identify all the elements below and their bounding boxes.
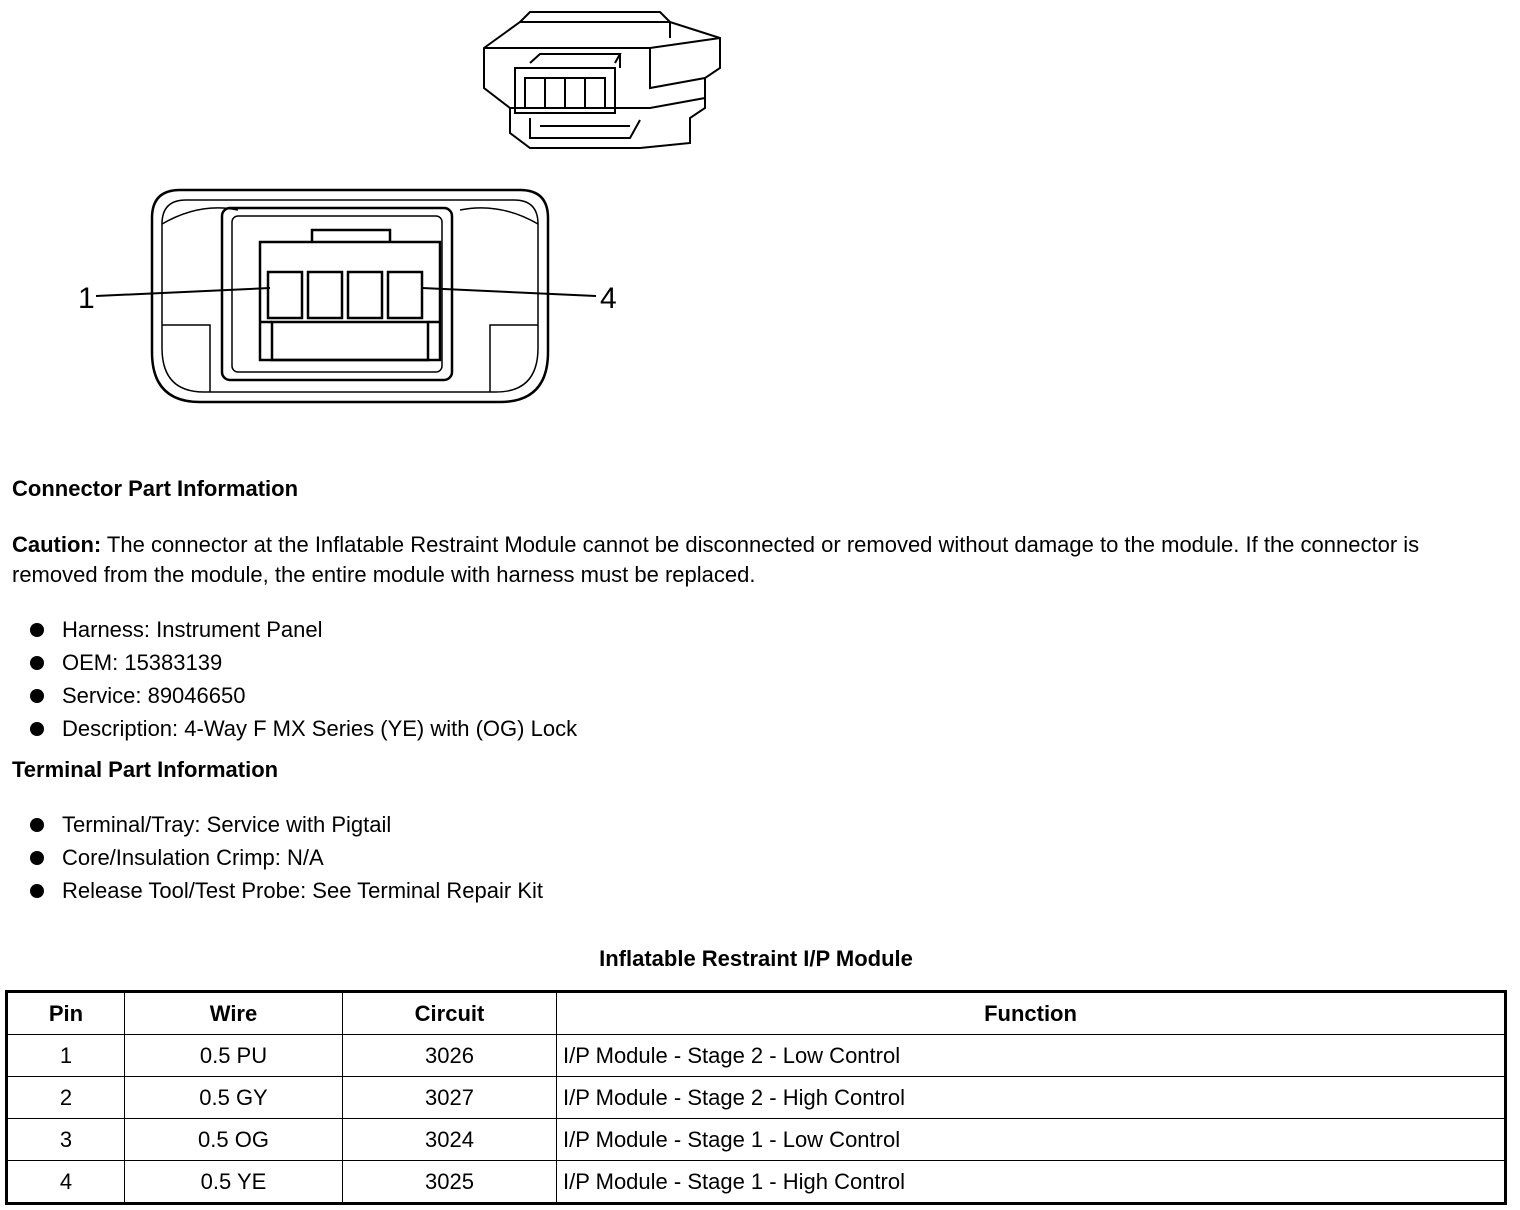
cell-wire: 0.5 PU [125,1035,343,1077]
pin-1-leader-line [96,288,270,296]
pin-cavity-1 [268,272,302,318]
header-circuit: Circuit [343,992,557,1035]
table-row [7,1077,1506,1119]
list-item: Description: 4-Way F MX Series (YE) with (OG) Lock [30,712,577,745]
cell-pin: 1 [7,1035,125,1077]
table-title: Inflatable Restraint I/P Module [599,946,913,971]
cell-wire: 0.5 OG [125,1119,343,1161]
table-row [7,1119,1506,1161]
list-item: Release Tool/Test Probe: See Terminal Repair Kit [30,874,543,907]
cell-pin: 4 [7,1161,125,1204]
cell-pin: 3 [7,1119,125,1161]
pin-label-4: 4 [600,282,617,315]
connector-face-diagram [60,180,640,410]
cell-function: I/P Module - Stage 1 - Low Control [557,1119,1506,1161]
caution-label: Caution: [12,532,102,557]
header-wire: Wire [125,992,343,1035]
connector-part-heading: Connector Part Information [12,476,299,501]
terminal-part-heading: Terminal Part Information [12,757,279,782]
pin-cavity-3 [348,272,382,318]
pin-cavity-4 [388,272,422,318]
caution-paragraph [12,530,1502,590]
cell-wire: 0.5 YE [125,1161,343,1204]
cell-function: I/P Module - Stage 2 - High Control [557,1077,1506,1119]
pin-label-1: 1 [78,282,95,315]
terminal-info-list [30,808,543,907]
list-item: Harness: Instrument Panel [30,613,577,646]
cell-circuit: 3024 [343,1119,557,1161]
table-header-row [7,992,1506,1035]
pin-cavity-2 [308,272,342,318]
cell-function: I/P Module - Stage 1 - High Control [557,1161,1506,1204]
connector-isometric-illustration [470,8,730,156]
cell-wire: 0.5 GY [125,1077,343,1119]
cell-circuit: 3025 [343,1161,557,1204]
connector-info-list [30,613,577,745]
header-pin: Pin [7,992,125,1035]
cell-pin: 2 [7,1077,125,1119]
pinout-table [5,990,1507,1205]
table-row [7,1035,1506,1077]
list-item: OEM: 15383139 [30,646,577,679]
cell-circuit: 3026 [343,1035,557,1077]
cell-circuit: 3027 [343,1077,557,1119]
list-item: Service: 89046650 [30,679,577,712]
list-item: Terminal/Tray: Service with Pigtail [30,808,543,841]
table-row [7,1161,1506,1204]
pin-cavities [268,272,422,318]
header-function: Function [557,992,1506,1035]
pin-4-leader-line [422,288,596,296]
cell-function: I/P Module - Stage 2 - Low Control [557,1035,1506,1077]
list-item: Core/Insulation Crimp: N/A [30,841,543,874]
caution-text: The connector at the Inflatable Restraint Module cannot be disconnected or removed without damage to the module. If the connector is removed from the module, the entire module with harness must be replaced. [12,532,1420,587]
